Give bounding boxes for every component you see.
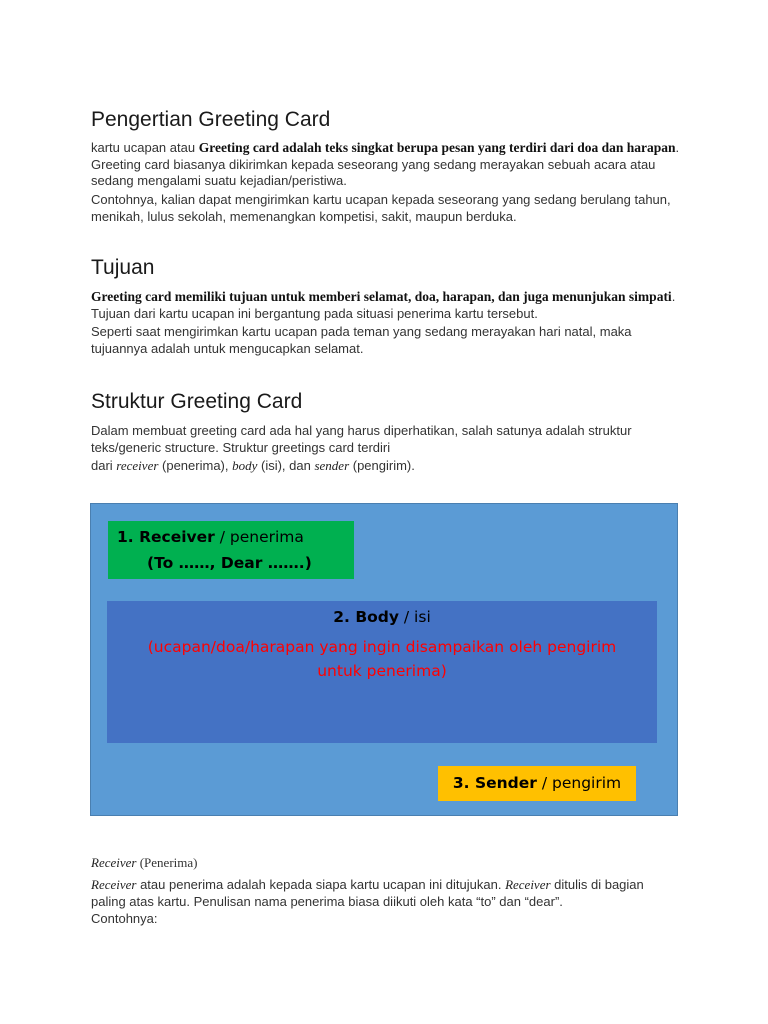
heading-struktur: Struktur Greeting Card xyxy=(91,390,303,413)
bold-purpose: Greeting card memiliki tujuan untuk memberi selamat, doa, harapan, dan juga menunjukan simpati xyxy=(91,289,672,304)
text-run: dari xyxy=(91,458,117,473)
tujuan-paragraph-1 xyxy=(91,289,681,322)
sender-label-bold: 3. Sender xyxy=(452,774,537,792)
struktur-paragraph-2 xyxy=(91,458,681,475)
text-run: . Tujuan dari kartu ucapan ini bergantung pada situasi penerima kartu tersebut. xyxy=(91,289,676,321)
text-run: kartu ucapan atau xyxy=(91,140,199,155)
text-run: (pengirim). xyxy=(349,458,415,473)
structure-diagram xyxy=(90,503,678,816)
body-label-rest: / isi xyxy=(398,608,431,626)
body-label xyxy=(107,605,657,629)
receiver-section-title xyxy=(91,855,681,872)
text-run: (Penerima) xyxy=(136,855,198,870)
receiver-paragraph-1 xyxy=(91,877,681,910)
heading-pengertian: Pengertian Greeting Card xyxy=(91,108,331,131)
receiver-paragraph-2: Contohnya: xyxy=(91,911,158,926)
term-receiver-title: Receiver xyxy=(91,855,137,870)
term-body: body xyxy=(232,458,258,473)
text-run: . Greeting card biasanya dikirimkan kepada seseorang yang sedang merayakan sebuah acara atau sedang mengalami suatu kejadian/peristiwa. xyxy=(91,140,680,188)
receiver-label-rest: / penerima xyxy=(214,528,304,546)
sender-label-rest: / pengirim xyxy=(536,774,622,792)
receiver-box xyxy=(108,521,354,579)
text-run: atau penerima adalah kepada siapa kartu ucapan ini ditujukan. xyxy=(136,877,506,892)
term-sender: sender xyxy=(314,458,350,473)
sender-box xyxy=(438,766,636,801)
receiver-example: (To ……, Dear …….) xyxy=(147,554,312,572)
heading-tujuan: Tujuan xyxy=(91,256,155,279)
body-box xyxy=(107,601,657,743)
tujuan-paragraph-2: Seperti saat mengirimkan kartu ucapan pada teman yang sedang merayakan hari natal, maka tujuannya adalah untuk mengucapkan selamat. xyxy=(91,324,632,356)
term-receiver: receiver xyxy=(116,458,159,473)
body-label-bold: 2. Body xyxy=(333,608,399,626)
text-run: (penerima), xyxy=(158,458,233,473)
text-run: (isi), dan xyxy=(257,458,315,473)
receiver-label xyxy=(117,525,304,549)
pengertian-paragraph-2: Contohnya, kalian dapat mengirimkan kartu ucapan kepada seseorang yang sedang berulang tahun, menikah, lulus sekolah, memenangkan kompetisi, sakit, maupun berduka. xyxy=(91,192,671,224)
receiver-label-bold: 1. Receiver xyxy=(117,528,215,546)
term-receiver: Receiver xyxy=(505,877,551,892)
pengertian-paragraph-1 xyxy=(91,140,681,190)
term-receiver: Receiver xyxy=(91,877,137,892)
bold-definition: Greeting card adalah teks singkat berupa pesan yang terdiri dari doa dan harapan xyxy=(198,140,676,155)
body-description: (ucapan/doa/harapan yang ingin disampaikan oleh pengirim untuk penerima) xyxy=(147,638,617,680)
text-run: ditulis di bagian paling atas kartu. Penulisan nama penerima biasa diikuti oleh kata “to” dan “dear”. xyxy=(91,877,644,909)
struktur-paragraph-1: Dalam membuat greeting card ada hal yang harus diperhatikan, salah satunya adalah struktur teks/generic structure. Struktur greetings card terdiri xyxy=(91,423,632,455)
